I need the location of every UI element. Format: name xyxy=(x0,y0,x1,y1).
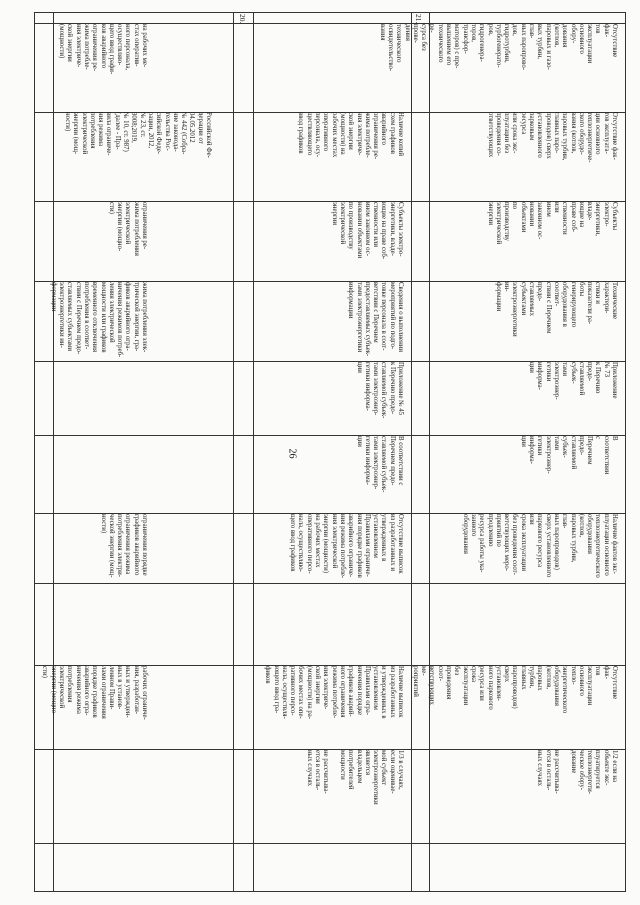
table-cell: Отсутствие фак- тов эксплуатации основного обору- дования (котлов, паровых и газо- вых турбин, глав- ных паропрово- дов, гидротурбин, турбогенерато- ров, гидрогенера- торов, трансфор- маторов) с пре- вышением его технического ре- сурса без прове- дения технического освидетельство- вания xyxy=(378,24,618,72)
table-cell: Субъекты электро- энергетики, владе- ющие на праве соб- ственности или ином законном ос- новании объектами по производству электрической энергии xyxy=(330,202,404,260)
table-cell: В соответствии с Перечнем предо- ставляемой субъек- тами электроэнер- гетики информа- ции xyxy=(519,436,618,475)
table-cell: 1/2 если на объекте экс- плуатируется теплоэнергети- ческое обору- дование не рассчитыва- ется в осталь- ных случаях xyxy=(536,750,618,795)
table-cell: ограничения порядке графиков аварийного ограничения режима потребления электри- ческой энергии (мощ- ности) xyxy=(99,514,148,578)
table-cell: рабочих ограниче- ния, разработан- ных и утвержден- ных в установ- ленном Прави- лами ограничения порядке графиков аварийного огра- ничения режима потребления электрической энергии (мощно- сти) xyxy=(41,666,148,720)
row-number: 21. xyxy=(414,14,423,24)
table-cell: жима потребления элек- трической энергии, гра- фиков аварийного огра- ничения режимов потреб- ления электрической мощности или графиков временного отключения потребления в соответ- ствии с Перечнем предо- ставляемых субъектами электроэнергетики ин- формации xyxy=(49,282,148,358)
table-cell: Наличие копий схем графиков аварийного ограничения ре- жима потребле- ния электриче- ской энергии (мощности) на рабочих местах оперативного персонала, осу- ществляющего ввод графиков xyxy=(297,112,404,160)
row-number: 20. xyxy=(238,14,247,24)
table-cell: Наличие выписок из разработанных и утвержденных в установленном Правилами огра- ничения порядке графиков аварий- ного ограничения режима потребле- ния электриче- ской энергии (мощности) на ра- бочих местах опе- ративного персо- нала, осуществля- ющего ввод гра- фиков xyxy=(264,666,404,720)
table-cell: Приложение № 73 к Перечню предо- ставляемой субъек- тами электроэнер- гетики информа- ции xyxy=(528,362,618,400)
table-cell: Отсутствие фак- тов эксплуата- ции основного теплоэнергетиче- ского оборудо- вания (котлов, паровых турбин, главных паро- проводов) сверх установленного парковым ресурса или срока экс- плуатации без проведения со- ответствующих xyxy=(486,112,618,163)
table-cell: Приложение № 45 к Перечню предо- ставляемой субъек- тами электроэнер- гетики информа- ции xyxy=(355,362,404,419)
table-cell: 1/3 в случаях, если оценивае- мой субъект электроэнергетики является владельцем потребителей мощности не рассчитыва- ется в осталь- ных случаях xyxy=(305,750,404,805)
page-number: 26 xyxy=(286,448,298,459)
table-cell: Отсутствие фак- тов эксплуатации основного тепло- энергетического оборудования (котлов, паровых турбин, главных паропроводов) сверх установлен- ного паркового ресурса или срока эксплуатации без проведения соот- ветствующих ме- роприятий xyxy=(411,666,618,714)
table-cell: на рабочих ме- стах оператив- ного персонала, осуществляю- щего ввод графи- ков аварийного ограничения ре- жима потребле- ния электриче- ской энергии (мощности) xyxy=(58,24,148,75)
table-cell: ограничения ре- жима потребления электрической энергии (мощно- сти) xyxy=(107,202,148,256)
table-cell: Отсутствие выписок из разработанных и утвержденных в установленном Правилами ограниче- ния порядке графиков аварийного ограниче- ния режима потребле- ния электрической энергии (мощности) на рабочих местах оперативного персо- нала, осуществляю- щего ввод графиков xyxy=(289,514,404,579)
table-cell: В соответствии с Перечнем предо- ставляемой субъек- тами электроэнер- гетики информа- ции xyxy=(355,436,404,493)
table-cell: Субъекты электро- энергетики, владе- ющие на праве соб- ственности или ином законном ос- новании объектами по производству электрической энергии xyxy=(486,202,618,245)
table-cell: Сведения о выполнении мероприятий по подго- товке персонала в соот- ветствии с Перечнем предоставляемых субъек- тами электроэнергетики информации xyxy=(347,282,404,357)
table-cell: Российской Фе- дерации от 04.05.2012 № 442 (Собра- ние законода- тельства Рос- сийской Феде- рации, 2012, № 23, ст. 3008;2019, № 10, ст. 987) (далее - Пра- вила ограниче- ния режима потребления электрической энергии (мощ- ности) xyxy=(63,112,212,158)
table-cell: Наличие фактов экс- плуатации основного теплоэнергетического оборудования (котлов, паровых турбин, глав- ных паропроводов) сверх установленного паркового ресурса или срока эксплуатации без проведения соот- ветствующих меро- приятий по продлению ресурса работы ука- занного оборудования xyxy=(461,514,618,578)
table-cell: Технические характери- стики и показатели ра- боты генерирующего оборудования в соответ- ствии с Перечнем предо- ставляемых субъектами электроэнергетики ин- формации xyxy=(494,282,618,337)
